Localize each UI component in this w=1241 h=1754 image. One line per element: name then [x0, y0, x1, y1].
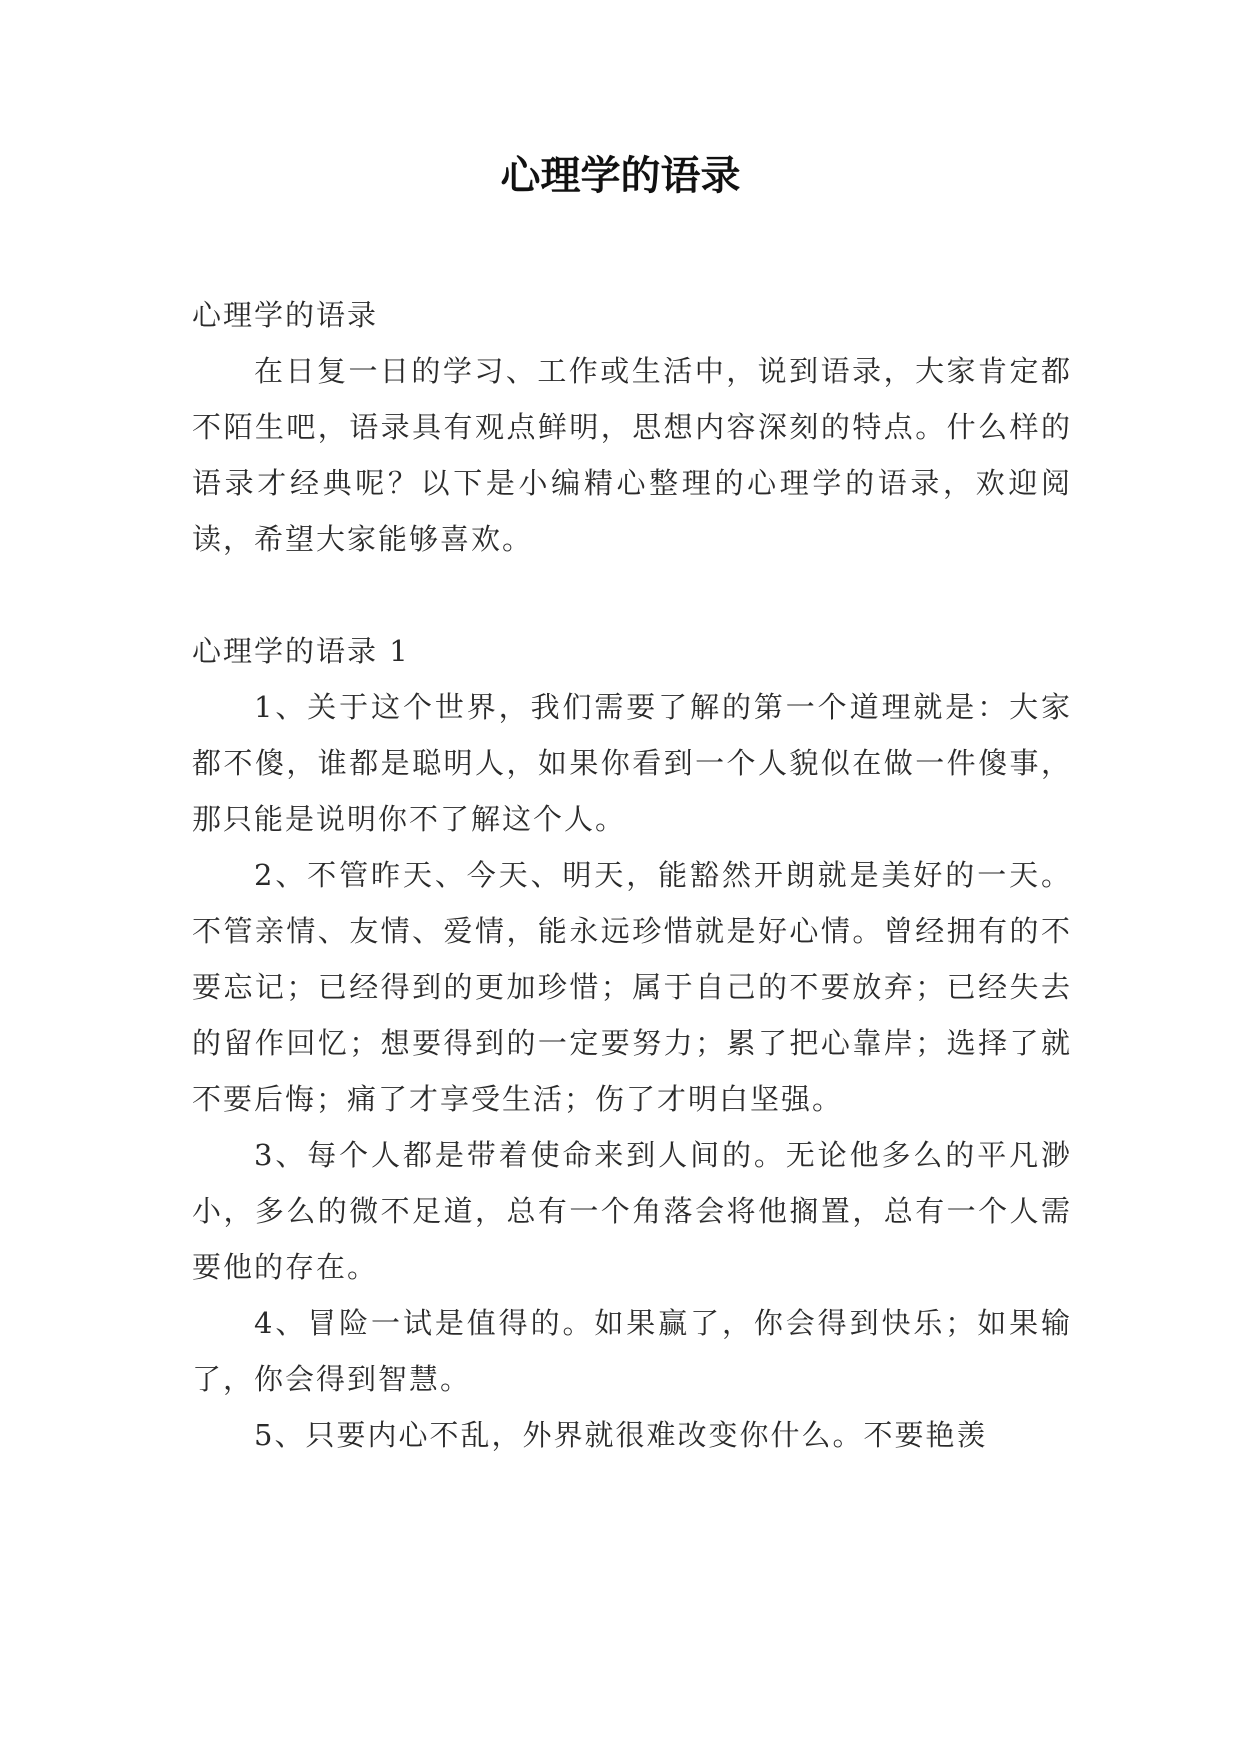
- quote-paragraph: 4、冒险一试是值得的。如果赢了，你会得到快乐；如果输了，你会得到智慧。: [192, 1306, 1072, 1396]
- quote-paragraph: 5、只要内心不乱，外界就很难改变你什么。不要艳羡: [254, 1418, 988, 1452]
- document-body: [192, 287, 1072, 1463]
- quote-paragraph: 3、每个人都是带着使命来到人间的。无论他多么的平凡渺小，多么的微不足道，总有一个角落会将他搁置，总有一个人需要他的存在。: [192, 1138, 1072, 1284]
- page-title: 心理学的语录: [500, 152, 741, 199]
- quote-paragraph: 2、不管昨天、今天、明天，能豁然开朗就是美好的一天。不管亲情、友情、爱情，能永远珍惜就是好心情。曾经拥有的不要忘记；已经得到的更加珍惜；属于自己的不要放弃；已经失去的留作回忆；想要得到的一定要努力；累了把心靠岸；选择了就不要后悔；痛了才享受生活；伤了才明白坚强。: [192, 858, 1072, 1116]
- section-heading: 心理学的语录 1: [192, 634, 410, 668]
- quote-paragraph: 1、关于这个世界，我们需要了解的第一个道理就是：大家都不傻，谁都是聪明人，如果你看到一个人貌似在做一件傻事，那只能是说明你不了解这个人。: [192, 690, 1072, 836]
- intro-heading: 心理学的语录: [192, 298, 379, 332]
- paragraph-spacer: [192, 567, 1072, 623]
- intro-paragraph: 在日复一日的学习、工作或生活中，说到语录，大家肯定都不陌生吧，语录具有观点鲜明，思想内容深刻的特点。什么样的语录才经典呢？以下是小编精心整理的心理学的语录，欢迎阅读，希望大家能够喜欢。: [192, 354, 1072, 556]
